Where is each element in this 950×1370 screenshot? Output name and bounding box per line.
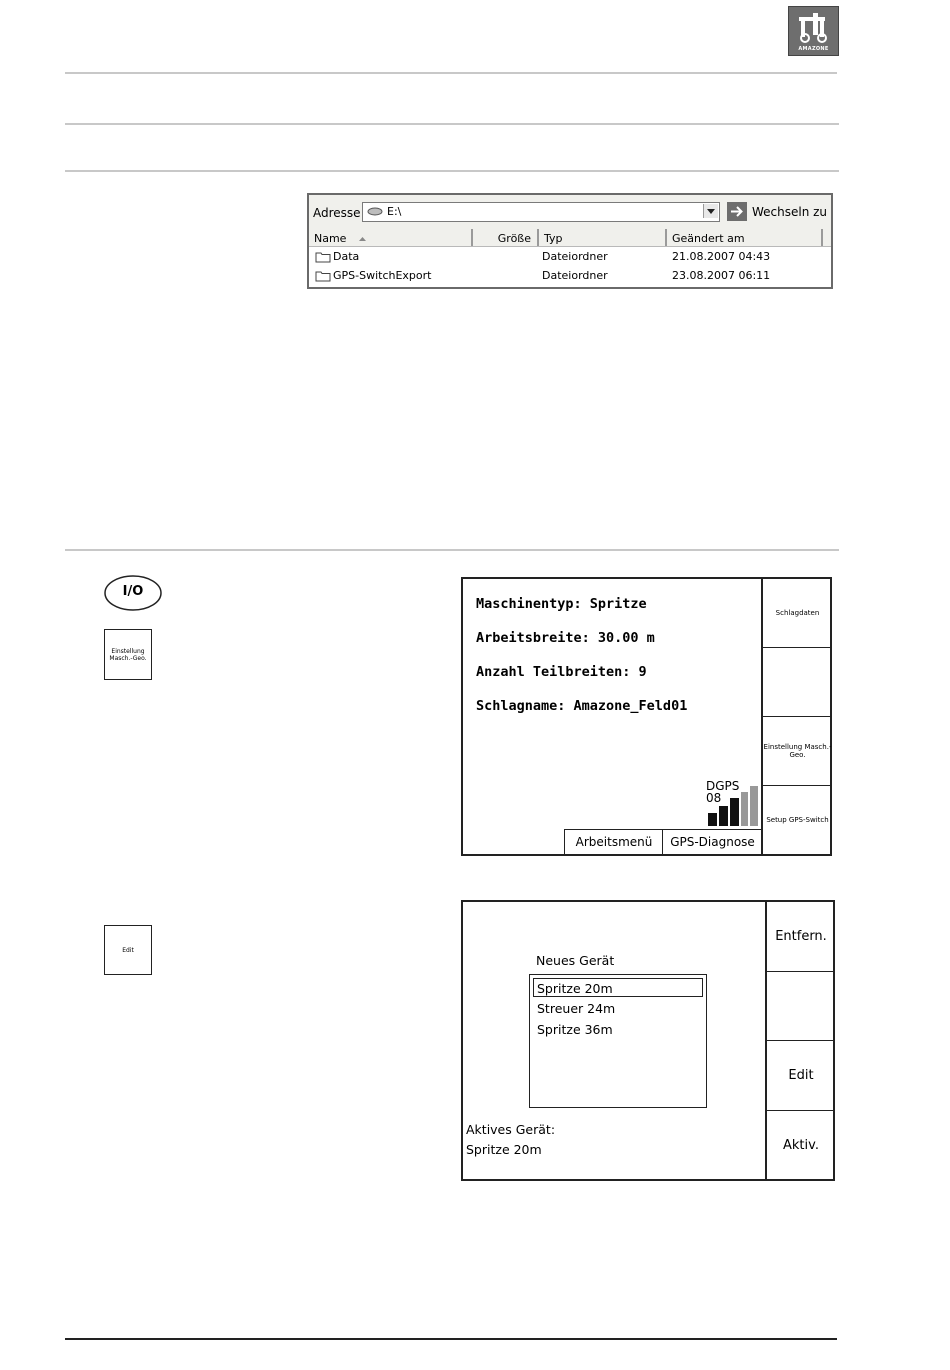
address-bar (309, 195, 831, 230)
file-type: Dateiordner (542, 250, 608, 263)
arrow-right-icon (727, 202, 747, 221)
softkey-empty[interactable] (767, 972, 835, 1041)
file-row[interactable] (309, 267, 831, 286)
address-value: E:\ (387, 205, 402, 218)
main-menu-screen (461, 577, 832, 856)
device-list-item[interactable]: Spritze 36m (537, 1022, 613, 1037)
folder-icon (315, 251, 331, 263)
working-width-line: Arbeitsbreite: 30.00 m (476, 630, 655, 646)
section-count-line: Anzahl Teilbreiten: 9 (476, 664, 647, 680)
column-header-size[interactable]: Größe (473, 229, 539, 246)
softkey-column (765, 902, 835, 1179)
column-header-modified[interactable]: Geändert am (667, 229, 823, 246)
column-header-row (309, 229, 831, 247)
edit-key-icon[interactable]: Edit (104, 925, 152, 975)
active-device-value: Spritze 20m (466, 1142, 542, 1157)
logo-wordmark: AMAZONE (798, 46, 829, 52)
tab-gps-diagnose[interactable]: GPS-Diagnose (662, 829, 762, 854)
divider (65, 72, 837, 74)
softkey-empty[interactable] (763, 648, 832, 717)
address-dropdown-button[interactable] (703, 204, 718, 218)
softkey-aktiv[interactable]: Aktiv. (783, 1137, 819, 1153)
machine-type-line: Maschinentyp: Spritze (476, 596, 647, 612)
drive-icon (367, 207, 383, 216)
new-device-label: Neues Gerät (536, 953, 615, 968)
softkey-edit[interactable]: Edit (767, 1041, 835, 1111)
footer-divider (65, 1338, 837, 1340)
divider (65, 123, 839, 125)
file-type: Dateiordner (542, 269, 608, 282)
tractor-logo-icon (789, 7, 838, 47)
chevron-down-icon (704, 204, 718, 218)
softkey-setup-gps-switch[interactable]: Setup GPS-Switch (766, 816, 829, 824)
go-label[interactable]: Wechseln zu (752, 205, 828, 219)
file-name: GPS-SwitchExport (333, 269, 432, 282)
softkey-einstellung-masch-geo[interactable]: Einstellung Masch.-Geo. (763, 717, 832, 786)
device-list-item[interactable]: Streuer 24m (537, 1001, 616, 1016)
file-modified: 21.08.2007 04:43 (672, 250, 771, 263)
column-header-name[interactable]: Name (309, 229, 473, 246)
io-button[interactable] (104, 575, 162, 611)
folder-icon (315, 270, 331, 282)
device-list[interactable] (529, 974, 707, 1108)
io-label: I/O (122, 584, 144, 599)
softkey-schlagdaten[interactable]: Schlagdaten (763, 579, 832, 648)
file-name: Data (333, 250, 360, 263)
amazone-logo (788, 6, 839, 56)
signal-strength-icon (707, 785, 759, 827)
tab-arbeitsmenue[interactable]: Arbeitsmenü (564, 829, 663, 854)
file-explorer-window (307, 193, 833, 289)
active-device-label: Aktives Gerät: (466, 1122, 556, 1137)
device-selection-screen (461, 900, 835, 1181)
softkey-entfernen[interactable]: Entfern. (767, 902, 835, 972)
device-list-item-selected[interactable]: Spritze 20m (533, 978, 703, 997)
gps-status-label: DGPS (706, 779, 740, 793)
column-header-type[interactable]: Typ (539, 229, 667, 246)
softkey-column (761, 579, 832, 854)
divider (65, 170, 839, 172)
einstellung-masch-geo-key-icon[interactable]: Einstellung Masch.-Geo. (104, 629, 152, 680)
sort-ascending-icon (358, 236, 367, 242)
file-modified: 23.08.2007 06:11 (672, 269, 771, 282)
address-input[interactable] (362, 202, 720, 222)
field-name-line: Schlagname: Amazone_Feld01 (476, 698, 688, 714)
file-row[interactable] (309, 248, 831, 267)
address-label: Adresse (313, 206, 361, 220)
gps-satellite-count: 08 (706, 791, 722, 805)
divider (65, 549, 839, 551)
go-button[interactable] (727, 202, 747, 221)
